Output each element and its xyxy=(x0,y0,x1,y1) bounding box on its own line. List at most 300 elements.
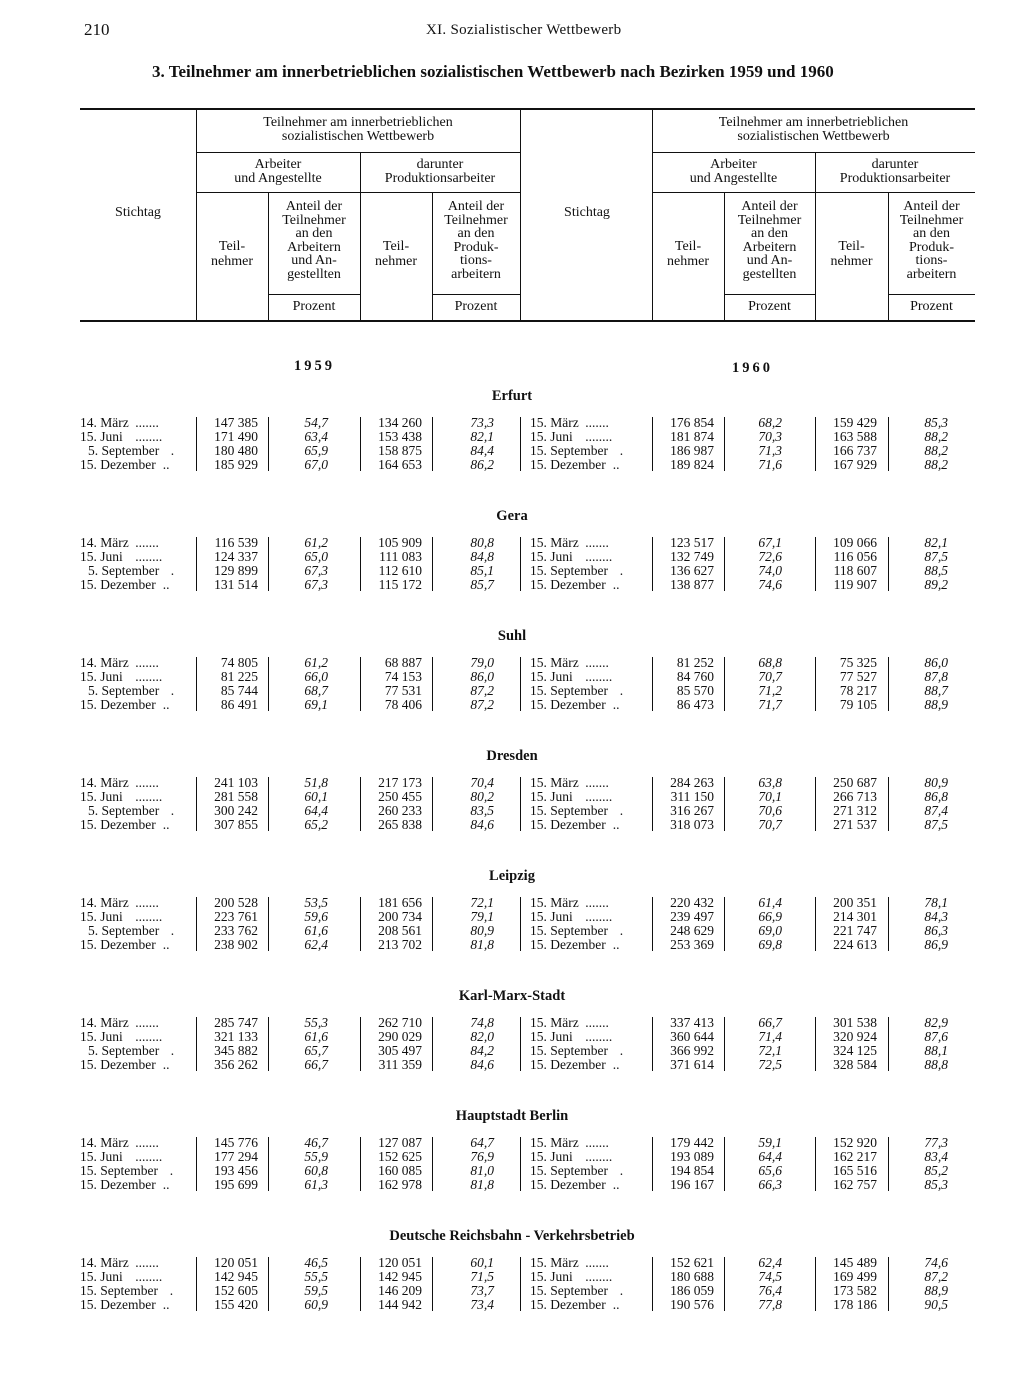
row-date: 15. Dezember xyxy=(530,697,606,712)
count-cell: 74 805 xyxy=(220,655,258,670)
count-cell: 300 242 xyxy=(214,803,258,818)
percent-cell: 85,3 xyxy=(924,1177,948,1192)
row-date: 14. März xyxy=(80,895,129,910)
percent-cell: 67,3 xyxy=(304,577,328,592)
percent-cell: 88,9 xyxy=(924,697,948,712)
district-heading: Karl-Marx-Stadt xyxy=(458,988,566,1004)
leader-dots: .. xyxy=(612,1057,620,1072)
count-cell: 316 267 xyxy=(670,803,714,818)
percent-cell: 84,6 xyxy=(470,817,494,832)
percent-cell: 59,5 xyxy=(304,1283,328,1298)
count-cell: 159 429 xyxy=(833,415,877,430)
header-anteil-produktion-left: Teilnehmer xyxy=(444,212,508,228)
percent-cell: 83,4 xyxy=(924,1149,948,1164)
leader-dots: .. xyxy=(162,457,170,472)
table-row xyxy=(0,1030,1024,1044)
percent-cell: 79,1 xyxy=(470,909,494,924)
header-anteil-arbeiter-right: Arbeitern xyxy=(742,239,797,255)
percent-cell: 66,3 xyxy=(758,1177,782,1192)
table-row xyxy=(0,1058,1024,1072)
count-cell: 152 920 xyxy=(833,1135,877,1150)
header-teilnehmer-right: Teil- xyxy=(674,239,702,254)
percent-cell: 63,8 xyxy=(758,775,782,790)
year-label-left: 1959 xyxy=(294,358,335,374)
leader-dots: ....... xyxy=(135,535,159,550)
row-date: 15. Dezember xyxy=(530,1177,606,1192)
count-cell: 75 325 xyxy=(839,655,877,670)
leader-dots: ........ xyxy=(585,909,613,924)
district-heading: Gera xyxy=(496,508,528,524)
count-cell: 179 442 xyxy=(670,1135,714,1150)
percent-cell: 70,6 xyxy=(758,803,782,818)
count-cell: 271 537 xyxy=(833,817,877,832)
percent-cell: 87,2 xyxy=(470,683,494,698)
row-date: 15. Juni xyxy=(80,1029,123,1044)
percent-cell: 74,6 xyxy=(924,1255,948,1270)
row-date: 14. März xyxy=(80,535,129,550)
percent-cell: 84,6 xyxy=(470,1057,494,1072)
count-cell: 324 125 xyxy=(833,1043,877,1058)
percent-cell: 87,5 xyxy=(924,549,948,564)
table-row xyxy=(0,416,1024,430)
header-anteil-arbeiter-left: an den xyxy=(295,226,333,241)
rule-line xyxy=(80,320,975,322)
count-cell: 200 734 xyxy=(378,909,422,924)
row-date: 15. Juni xyxy=(80,789,123,804)
row-date: 15. März xyxy=(530,1135,579,1150)
count-cell: 142 945 xyxy=(214,1269,258,1284)
row-date: 15. September xyxy=(530,1283,608,1298)
row-date: 15. März xyxy=(530,895,579,910)
count-cell: 77 531 xyxy=(384,683,422,698)
percent-cell: 61,3 xyxy=(304,1177,328,1192)
count-cell: 79 105 xyxy=(839,697,877,712)
leader-dots: .. xyxy=(612,457,620,472)
percent-cell: 55,3 xyxy=(304,1015,328,1030)
row-date: 15. Dezember xyxy=(530,817,606,832)
count-cell: 284 263 xyxy=(670,775,714,790)
row-date: 15. Juni xyxy=(530,1269,573,1284)
count-cell: 262 710 xyxy=(378,1015,422,1030)
percent-cell: 82,9 xyxy=(924,1015,948,1030)
leader-dots: ....... xyxy=(135,775,159,790)
percent-cell: 59,6 xyxy=(304,909,328,924)
table-row xyxy=(0,564,1024,578)
rule-line xyxy=(196,152,520,153)
percent-cell: 70,3 xyxy=(758,429,782,444)
percent-cell: 46,5 xyxy=(304,1255,328,1270)
rule-line xyxy=(724,294,815,295)
count-cell: 145 489 xyxy=(833,1255,877,1270)
count-cell: 171 490 xyxy=(214,429,258,444)
header-anteil-arbeiter-left: Teilnehmer xyxy=(282,212,346,228)
leader-dots: ....... xyxy=(585,655,609,670)
table-row xyxy=(0,550,1024,564)
year-label-right: 1960 xyxy=(732,360,773,376)
table-row xyxy=(0,458,1024,472)
count-cell: 223 761 xyxy=(214,909,258,924)
percent-cell: 67,3 xyxy=(304,563,328,578)
row-date: 15. März xyxy=(530,655,579,670)
header-arbeiter-right: Arbeiter xyxy=(710,157,757,172)
percent-cell: 80,8 xyxy=(470,535,494,550)
count-cell: 158 875 xyxy=(378,443,422,458)
header-anteil-produktion-right: arbeitern xyxy=(906,266,957,282)
leader-dots: ........ xyxy=(135,1149,163,1164)
row-date: 15. Juni xyxy=(530,669,573,684)
row-date: 15. Dezember xyxy=(530,457,606,472)
percent-cell: 70,7 xyxy=(758,669,782,684)
header-prozent-2-right: Prozent xyxy=(910,299,953,314)
percent-cell: 73,7 xyxy=(470,1283,494,1298)
leader-dots: .. xyxy=(612,1177,620,1192)
count-cell: 285 747 xyxy=(214,1015,258,1030)
leader-dots: . xyxy=(170,683,175,698)
count-cell: 345 882 xyxy=(214,1043,258,1058)
count-cell: 239 497 xyxy=(670,909,714,924)
table-row xyxy=(0,1150,1024,1164)
rule-line xyxy=(196,192,520,193)
header-arbeiter-left: Arbeiter xyxy=(254,157,302,172)
leader-dots: . xyxy=(619,443,624,458)
percent-cell: 46,7 xyxy=(304,1135,328,1150)
count-cell: 193 456 xyxy=(214,1163,258,1178)
row-date: 15. März xyxy=(530,775,579,790)
header-prozent-2-left: Prozent xyxy=(454,299,498,314)
row-date: 15. Dezember xyxy=(80,1057,156,1072)
count-cell: 165 516 xyxy=(833,1163,877,1178)
count-cell: 85 744 xyxy=(220,683,258,698)
count-cell: 241 103 xyxy=(214,775,258,790)
row-date: 15. Juni xyxy=(80,429,123,444)
count-cell: 81 225 xyxy=(220,669,258,684)
leader-dots: .. xyxy=(612,1297,620,1312)
count-cell: 144 942 xyxy=(378,1297,422,1312)
percent-cell: 71,2 xyxy=(758,683,782,698)
leader-dots: ........ xyxy=(585,1269,613,1284)
leader-dots: .. xyxy=(612,697,620,712)
percent-cell: 82,0 xyxy=(470,1029,494,1044)
percent-cell: 67,1 xyxy=(758,535,782,550)
count-cell: 189 824 xyxy=(670,457,714,472)
leader-dots: .. xyxy=(162,1177,170,1192)
header-anteil-arbeiter-left: und An- xyxy=(291,253,337,268)
table-row xyxy=(0,1164,1024,1178)
percent-cell: 54,7 xyxy=(304,415,328,430)
row-date: 15. Dezember xyxy=(530,1297,606,1312)
count-cell: 185 929 xyxy=(214,457,258,472)
row-date: 5. September xyxy=(88,803,160,818)
row-date: 15. September xyxy=(530,1043,608,1058)
row-date: 15. Juni xyxy=(80,1269,123,1284)
header-prozent-left: Prozent xyxy=(292,299,336,314)
percent-cell: 88,7 xyxy=(924,683,948,698)
row-date: 15. Juni xyxy=(80,1149,123,1164)
count-cell: 221 747 xyxy=(833,923,877,938)
percent-cell: 66,7 xyxy=(758,1015,782,1030)
count-cell: 111 083 xyxy=(379,549,422,564)
count-cell: 153 438 xyxy=(378,429,422,444)
percent-cell: 88,2 xyxy=(924,429,948,444)
count-cell: 311 359 xyxy=(378,1057,422,1072)
percent-cell: 68,8 xyxy=(758,655,782,670)
count-cell: 123 517 xyxy=(670,535,714,550)
leader-dots: ........ xyxy=(135,549,163,564)
percent-cell: 60,8 xyxy=(304,1163,328,1178)
count-cell: 195 699 xyxy=(214,1177,258,1192)
table-row xyxy=(0,1256,1024,1270)
percent-cell: 65,9 xyxy=(304,443,328,458)
table-row xyxy=(0,698,1024,712)
row-date: 5. September xyxy=(88,923,160,938)
count-cell: 162 757 xyxy=(833,1177,877,1192)
count-cell: 178 186 xyxy=(833,1297,877,1312)
header-teilnehmer-left: Teil- xyxy=(382,239,410,254)
header-anteil-produktion-right: Anteil der xyxy=(903,199,960,214)
percent-cell: 62,4 xyxy=(304,937,328,952)
leader-dots: ........ xyxy=(135,669,163,684)
leader-dots: . xyxy=(169,1283,174,1298)
count-cell: 86 491 xyxy=(220,697,258,712)
table-row xyxy=(0,670,1024,684)
count-cell: 155 420 xyxy=(214,1297,258,1312)
count-cell: 181 874 xyxy=(670,429,714,444)
row-date: 15. März xyxy=(530,535,579,550)
leader-dots: ....... xyxy=(135,1135,159,1150)
count-cell: 265 838 xyxy=(378,817,422,832)
count-cell: 163 588 xyxy=(833,429,877,444)
percent-cell: 55,9 xyxy=(304,1149,328,1164)
header-anteil-produktion-left: tions- xyxy=(460,253,492,268)
row-date: 5. September xyxy=(88,443,160,458)
count-cell: 74 153 xyxy=(384,669,422,684)
percent-cell: 90,5 xyxy=(924,1297,948,1312)
table-row xyxy=(0,578,1024,592)
header-anteil-produktion-right: Produk- xyxy=(908,239,955,255)
percent-cell: 88,5 xyxy=(924,563,948,578)
row-date: 15. Juni xyxy=(530,429,573,444)
percent-cell: 65,0 xyxy=(304,549,328,564)
count-cell: 356 262 xyxy=(214,1057,258,1072)
percent-cell: 61,6 xyxy=(304,923,328,938)
row-date: 15. Juni xyxy=(80,549,123,564)
count-cell: 238 902 xyxy=(214,937,258,952)
percent-cell: 87,6 xyxy=(924,1029,948,1044)
header-teilnehmer-2-right: nehmer xyxy=(830,254,873,269)
table-row xyxy=(0,1136,1024,1150)
table-row xyxy=(0,910,1024,924)
count-cell: 186 987 xyxy=(670,443,714,458)
leader-dots: ....... xyxy=(135,1255,159,1270)
table-row xyxy=(0,430,1024,444)
percent-cell: 73,4 xyxy=(470,1297,494,1312)
table-row xyxy=(0,804,1024,818)
percent-cell: 70,4 xyxy=(470,775,494,790)
count-cell: 233 762 xyxy=(214,923,258,938)
leader-dots: ....... xyxy=(135,1015,159,1030)
percent-cell: 82,1 xyxy=(924,535,948,550)
leader-dots: ........ xyxy=(135,789,163,804)
percent-cell: 61,4 xyxy=(758,895,782,910)
header-anteil-produktion-left: arbeitern xyxy=(451,266,501,282)
row-date: 15. September xyxy=(530,563,608,578)
header-anteil-arbeiter-right: und An- xyxy=(746,253,793,268)
row-date: 15. September xyxy=(530,443,608,458)
header-anteil-arbeiter-left: Arbeitern xyxy=(287,239,341,255)
rule-line xyxy=(652,152,975,153)
header-stichtag-right: Stichtag xyxy=(564,205,610,220)
column-divider xyxy=(360,152,361,320)
table-row xyxy=(0,1178,1024,1192)
row-date: 15. Juni xyxy=(530,549,573,564)
count-cell: 266 713 xyxy=(833,789,877,804)
percent-cell: 68,2 xyxy=(758,415,782,430)
count-cell: 307 855 xyxy=(214,817,258,832)
percent-cell: 86,2 xyxy=(470,457,494,472)
table-row xyxy=(0,1284,1024,1298)
row-date: 15. Juni xyxy=(530,1029,573,1044)
percent-cell: 61,6 xyxy=(304,1029,328,1044)
count-cell: 120 051 xyxy=(378,1255,422,1270)
count-cell: 180 480 xyxy=(214,443,258,458)
count-cell: 147 385 xyxy=(214,415,258,430)
percent-cell: 85,3 xyxy=(924,415,948,430)
percent-cell: 69,0 xyxy=(758,923,782,938)
row-date: 14. März xyxy=(80,1135,129,1150)
percent-cell: 70,1 xyxy=(758,789,782,804)
count-cell: 86 473 xyxy=(676,697,714,712)
count-cell: 115 172 xyxy=(378,577,422,592)
leader-dots: . xyxy=(619,803,624,818)
count-cell: 138 877 xyxy=(670,577,714,592)
count-cell: 152 605 xyxy=(214,1283,258,1298)
percent-cell: 86,3 xyxy=(924,923,948,938)
percent-cell: 88,2 xyxy=(924,457,948,472)
count-cell: 78 217 xyxy=(839,683,877,698)
header-teilnehmer-right: Teil- xyxy=(838,239,865,254)
count-cell: 127 087 xyxy=(378,1135,422,1150)
row-date: 15. Dezember xyxy=(80,1297,156,1312)
percent-cell: 68,7 xyxy=(304,683,328,698)
count-cell: 200 351 xyxy=(833,895,877,910)
district-heading: Dresden xyxy=(486,748,538,764)
row-date: 15. Juni xyxy=(530,1149,573,1164)
leader-dots: .. xyxy=(162,817,170,832)
percent-cell: 74,6 xyxy=(758,577,782,592)
row-date: 14. März xyxy=(80,1255,129,1270)
row-date: 15. September xyxy=(80,1283,158,1298)
count-cell: 214 301 xyxy=(833,909,877,924)
percent-cell: 84,3 xyxy=(924,909,948,924)
leader-dots: ....... xyxy=(585,1135,609,1150)
count-cell: 311 150 xyxy=(670,789,714,804)
header-darunter-2-left: Produktionsarbeiter xyxy=(384,171,496,186)
count-cell: 200 528 xyxy=(214,895,258,910)
percent-cell: 65,7 xyxy=(304,1043,328,1058)
header-arbeiter-2-left: und Angestellte xyxy=(234,171,322,186)
count-cell: 305 497 xyxy=(378,1043,422,1058)
leader-dots: ....... xyxy=(585,775,609,790)
percent-cell: 84,4 xyxy=(470,443,494,458)
leader-dots: ....... xyxy=(585,1015,609,1030)
percent-cell: 80,9 xyxy=(470,923,494,938)
leader-dots: . xyxy=(619,923,624,938)
count-cell: 142 945 xyxy=(378,1269,422,1284)
leader-dots: ....... xyxy=(135,655,159,670)
count-cell: 250 687 xyxy=(833,775,877,790)
percent-cell: 70,7 xyxy=(758,817,782,832)
table-row xyxy=(0,656,1024,670)
count-cell: 145 776 xyxy=(214,1135,258,1150)
percent-cell: 81,8 xyxy=(470,937,494,952)
percent-cell: 64,7 xyxy=(470,1135,494,1150)
row-date: 15. März xyxy=(530,1255,579,1270)
count-cell: 250 455 xyxy=(378,789,422,804)
table-row xyxy=(0,938,1024,952)
percent-cell: 69,8 xyxy=(758,937,782,952)
percent-cell: 88,1 xyxy=(924,1043,948,1058)
row-date: 5. September xyxy=(88,1043,160,1058)
count-cell: 328 584 xyxy=(833,1057,877,1072)
row-date: 14. März xyxy=(80,1015,129,1030)
district-heading: Deutsche Reichsbahn - Verkehrsbetrieb xyxy=(389,1228,635,1244)
leader-dots: ........ xyxy=(585,1029,613,1044)
header-teilnehmer-2-left: nehmer xyxy=(375,254,417,269)
percent-cell: 85,7 xyxy=(470,577,494,592)
header-group-right: Teilnehmer am innerbetrieblichen xyxy=(718,115,909,130)
count-cell: 194 854 xyxy=(670,1163,714,1178)
count-cell: 81 252 xyxy=(676,655,714,670)
leader-dots: .. xyxy=(612,937,620,952)
header-anteil-produktion-right: tions- xyxy=(915,253,948,268)
table-row xyxy=(0,818,1024,832)
percent-cell: 53,5 xyxy=(304,895,328,910)
percent-cell: 60,1 xyxy=(470,1255,494,1270)
district-heading: Leipzig xyxy=(489,868,535,884)
count-cell: 318 073 xyxy=(670,817,714,832)
percent-cell: 82,1 xyxy=(470,429,494,444)
count-cell: 120 051 xyxy=(214,1255,258,1270)
count-cell: 213 702 xyxy=(378,937,422,952)
percent-cell: 61,2 xyxy=(304,535,328,550)
count-cell: 131 514 xyxy=(214,577,258,592)
running-head: XI. Sozialistischer Wettbewerb xyxy=(426,22,622,38)
leader-dots: . xyxy=(170,923,175,938)
percent-cell: 66,0 xyxy=(304,669,328,684)
table-title: 3. Teilnehmer am innerbetrieblichen sozialistischen Wettbewerb nach Bezirken 1959 und 1960 xyxy=(152,62,834,81)
percent-cell: 86,0 xyxy=(470,669,494,684)
percent-cell: 87,8 xyxy=(924,669,948,684)
row-date: 5. September xyxy=(88,683,160,698)
count-cell: 248 629 xyxy=(670,923,714,938)
count-cell: 152 625 xyxy=(378,1149,422,1164)
header-anteil-arbeiter-right: an den xyxy=(751,226,788,241)
table-row xyxy=(0,896,1024,910)
count-cell: 321 133 xyxy=(214,1029,258,1044)
count-cell: 105 909 xyxy=(378,535,422,550)
count-cell: 190 576 xyxy=(670,1297,714,1312)
row-date: 15. Dezember xyxy=(530,577,606,592)
leader-dots: . xyxy=(619,1283,624,1298)
table-row xyxy=(0,1270,1024,1284)
percent-cell: 71,5 xyxy=(470,1269,494,1284)
percent-cell: 88,9 xyxy=(924,1283,948,1298)
percent-cell: 89,2 xyxy=(924,577,948,592)
row-date: 15. Juni xyxy=(530,909,573,924)
percent-cell: 64,4 xyxy=(304,803,328,818)
percent-cell: 71,7 xyxy=(758,697,782,712)
header-arbeiter-2-right: und Angestellte xyxy=(689,171,778,186)
